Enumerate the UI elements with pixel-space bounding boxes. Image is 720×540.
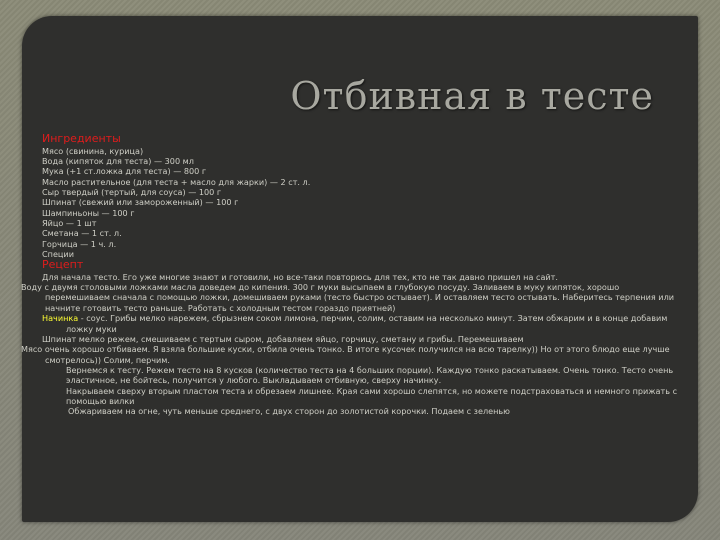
recipe-paragraph: Шпинат мелко режем, смешиваем с тертым сыром, добавляем яйцо, горчицу, сметану и грибы. Перемешиваем	[42, 333, 524, 344]
recipe-paragraph: Для начала тесто. Его уже многие знают и готовили, но все-таки повторюсь для тех, кто не так давно пришел на сайт.	[42, 271, 558, 282]
ingredient-item: Шампиньоны — 100 г	[42, 207, 135, 218]
ingredients-list	[42, 146, 682, 260]
ingredient-item: Вода (кипяток для теста) — 300 мл	[42, 155, 194, 166]
ingredient-item: Шпинат (свежий или замороженный) — 100 г	[42, 197, 239, 208]
ingredient-item: Мука (+1 ст.ложка для теста) — 800 г	[42, 166, 207, 177]
recipe-paragraph: Мясо очень хорошо отбиваем. Я взяла большие куски, отбила очень тонко. В итоге кусочек получился на всю тарелку)) Но от этого блюдо еще лучше смотрелось)) Солим, перчим.	[21, 344, 670, 365]
recipe-content	[21, 132, 682, 417]
recipe-paragraph: Вернемся к тесту. Режем тесто на 8 кусков (количество теста на 4 больших порции). Каждую тонко раскатываем. Очень тонко. Тесто очень эластичное, не бойтесь, получится у любого. Выкладываем отбивную, сверху начинку.	[66, 364, 674, 386]
ingredient-item: Масло растительное (для теста + масло для жарки) — 2 ст. л.	[42, 176, 311, 187]
ingredient-item: Мясо (свинина, курица)	[42, 145, 144, 156]
filling-label: Начинка	[42, 313, 79, 324]
recipe-heading: Рецепт	[42, 258, 84, 272]
recipe-paragraph: Воду с двумя столовыми ложками масла доведем до кипения. 300 г муки высыпаем в глубокую посуду. Заливаем в муку кипяток, хорошо перемешиваем сначала с помощью ложки, домешиваем руками (тесто быстро остывает). И оставляем тесто остывать. Наберитесь терпения или начните готовить тесто раньше. Работать с холодным тестом гораздо приятней)	[21, 282, 674, 313]
slide-title: Отбивная в тесте	[290, 74, 654, 118]
filling-text: - соус. Грибы мелко нарежем, сбрызнем соком лимона, перчим, солим, оставим на несколько минут. Затем обжарим и в конце добавим ложку муки	[66, 313, 668, 334]
ingredient-item: Специи	[42, 248, 74, 259]
ingredient-item: Сметана — 1 ст. л.	[42, 228, 122, 239]
recipe-paragraph	[42, 313, 682, 334]
recipe-paragraph: Накрываем сверху вторым пластом теста и обрезаем лишнее. Края сами хорошо слепятся, но можете подстраховаться и немного прижать с помощью вилки	[66, 385, 678, 406]
ingredient-item: Сыр твердый (тертый, для соуса) — 100 г	[42, 186, 222, 197]
ingredients-heading: Ингредиенты	[42, 132, 121, 145]
recipe-paragraph: Обжариваем на огне, чуть меньше среднего, с двух сторон до золотистой корочки. Подаем с зеленью	[68, 406, 510, 417]
ingredient-item: Яйцо — 1 шт	[42, 217, 97, 228]
ingredient-item: Горчица — 1 ч. л.	[42, 238, 117, 249]
recipe-steps	[21, 271, 682, 417]
